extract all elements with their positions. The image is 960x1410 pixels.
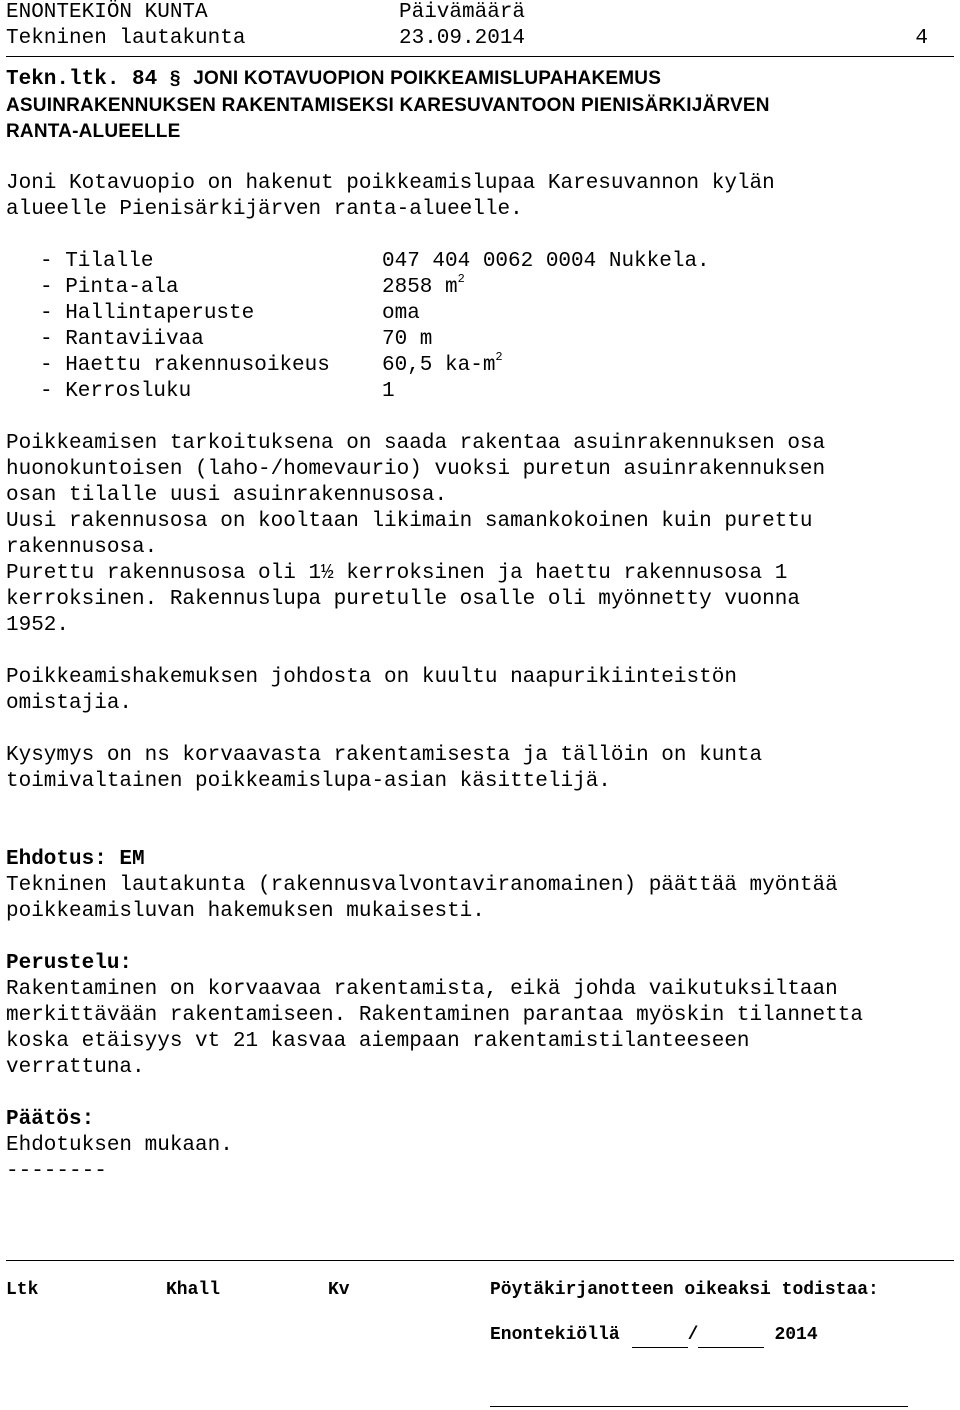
section-sign: § xyxy=(169,68,181,89)
text-line: kerroksinen. Rakennuslupa puretulle osalle oli myönnetty vuonna xyxy=(6,588,800,611)
detail-value: 1 xyxy=(382,380,395,403)
text-line: huonokuntoisen (laho-/homevaurio) vuoksi puretun asuinrakennuksen xyxy=(6,458,826,481)
detail-row xyxy=(6,272,954,301)
detail-value: 2858 $m^2$ xyxy=(382,272,465,299)
decision-text: Ehdotuksen mukaan. xyxy=(6,1134,233,1157)
detail-value: 60,5 $ka-m^2$ xyxy=(382,350,503,377)
initials-kv: Kv xyxy=(328,1280,350,1300)
body-paragraph-3 xyxy=(6,743,954,795)
board-name: Tekninen lautakunta xyxy=(6,27,246,50)
detail-value: oma xyxy=(382,302,420,325)
month-blank xyxy=(698,1329,764,1348)
text-line: Kysymys on ns korvaavasta rakentamisesta ja tällöin on kunta xyxy=(6,744,763,767)
page-header xyxy=(6,0,954,60)
separator-dashes: -------- xyxy=(6,1160,107,1183)
text-line: poikkeamisluvan hakemuksen mukaisesti. xyxy=(6,900,485,923)
detail-label: - Hallintaperuste xyxy=(40,302,255,325)
title-line-3: RANTA-ALUEELLE xyxy=(6,121,181,142)
text-line: merkittävään rakentamiseen. Rakentaminen parantaa myöskin tilannetta xyxy=(6,1004,863,1027)
text-line: osan tilalle uusi asuinrakennusosa. xyxy=(6,484,448,507)
place-date-line xyxy=(490,1322,818,1348)
text-line: Poikkeamishakemuksen johdosta on kuultu naapurikiinteistön xyxy=(6,666,737,689)
text-line: Purettu rakennusosa oli 1½ kerroksinen ja haettu rakennusosa 1 xyxy=(6,562,788,585)
detail-label: - Tilalle xyxy=(40,250,154,273)
item-number: Tekn.ltk. 84 xyxy=(6,68,158,91)
title-line-2: ASUINRAKENNUKSEN RAKENTAMISEKSI KARESUVANTOON PIENISÄRKIJÄRVEN xyxy=(6,95,770,116)
text-line: Joni Kotavuopio on hakenut poikkeamislupaa Karesuvannon kylän xyxy=(6,172,775,195)
detail-label: - Rantaviivaa xyxy=(40,328,204,351)
text-line: Rakentaminen on korvaavaa rakentamista, eikä johda vaikutuksiltaan xyxy=(6,978,838,1001)
detail-label: - Pinta-ala xyxy=(40,276,179,299)
meeting-date: 23.09.2014 xyxy=(399,27,526,50)
proposal-section xyxy=(6,847,954,925)
text-line: Poikkeamisen tarkoituksena on saada rakentaa asuinrakennuksen osa xyxy=(6,432,826,455)
text-line: rakennusosa. xyxy=(6,536,158,559)
date-slash: / xyxy=(687,1325,699,1345)
detail-value: 70 m xyxy=(382,328,433,351)
initials-ltk: Ltk xyxy=(6,1280,39,1300)
certification-year: 2014 xyxy=(774,1325,818,1345)
proposal-heading: Ehdotus: EM xyxy=(6,848,145,871)
detail-row xyxy=(6,350,954,379)
body-paragraph-1 xyxy=(6,431,954,639)
detail-row xyxy=(6,327,954,353)
text-line: Tekninen lautakunta (rakennusvalvontaviranomainen) päättää myöntää xyxy=(6,874,838,897)
header-rule xyxy=(6,56,954,57)
intro-paragraph xyxy=(6,171,954,223)
day-blank xyxy=(632,1329,688,1348)
grounds-heading: Perustelu: xyxy=(6,952,133,975)
text-line: alueelle Pienisärkijärven ranta-alueelle. xyxy=(6,198,523,221)
property-details xyxy=(6,249,954,405)
detail-value: 047 404 0062 0004 Nukkela. xyxy=(382,250,710,273)
place-name: Enontekiöllä xyxy=(490,1325,620,1345)
signature-line xyxy=(490,1406,908,1407)
decision-heading: Päätös: xyxy=(6,1108,95,1131)
date-label: Päivämäärä xyxy=(399,1,526,24)
detail-label: - Haettu rakennusoikeus xyxy=(40,354,330,377)
text-line: verrattuna. xyxy=(6,1056,145,1079)
item-title xyxy=(6,66,954,145)
organization-name: ENONTEKIÖN KUNTA xyxy=(6,1,208,24)
page-footer xyxy=(6,1260,954,1345)
body-paragraph-2 xyxy=(6,665,954,717)
decision-section xyxy=(6,1107,954,1185)
detail-row xyxy=(6,301,954,327)
detail-label: - Kerrosluku xyxy=(40,380,192,403)
detail-row xyxy=(6,249,954,275)
text-line: toimivaltainen poikkeamislupa-asian käsittelijä. xyxy=(6,770,611,793)
detail-row xyxy=(6,379,954,405)
text-line: 1952. xyxy=(6,614,70,637)
text-line: Uusi rakennusosa on kooltaan likimain samankokoinen kuin purettu xyxy=(6,510,813,533)
grounds-section xyxy=(6,951,954,1081)
initials-khall: Khall xyxy=(166,1280,221,1300)
text-line: koska etäisyys vt 21 kasvaa aiempaan rakentamistilanteeseen xyxy=(6,1030,750,1053)
title-line-1: JONI KOTAVUOPION POIKKEAMISLUPAHAKEMUS xyxy=(193,68,662,89)
certification-label: Pöytäkirjanotteen oikeaksi todistaa: xyxy=(490,1280,879,1300)
text-line: omistajia. xyxy=(6,692,133,715)
page-number: 4 xyxy=(915,27,928,50)
